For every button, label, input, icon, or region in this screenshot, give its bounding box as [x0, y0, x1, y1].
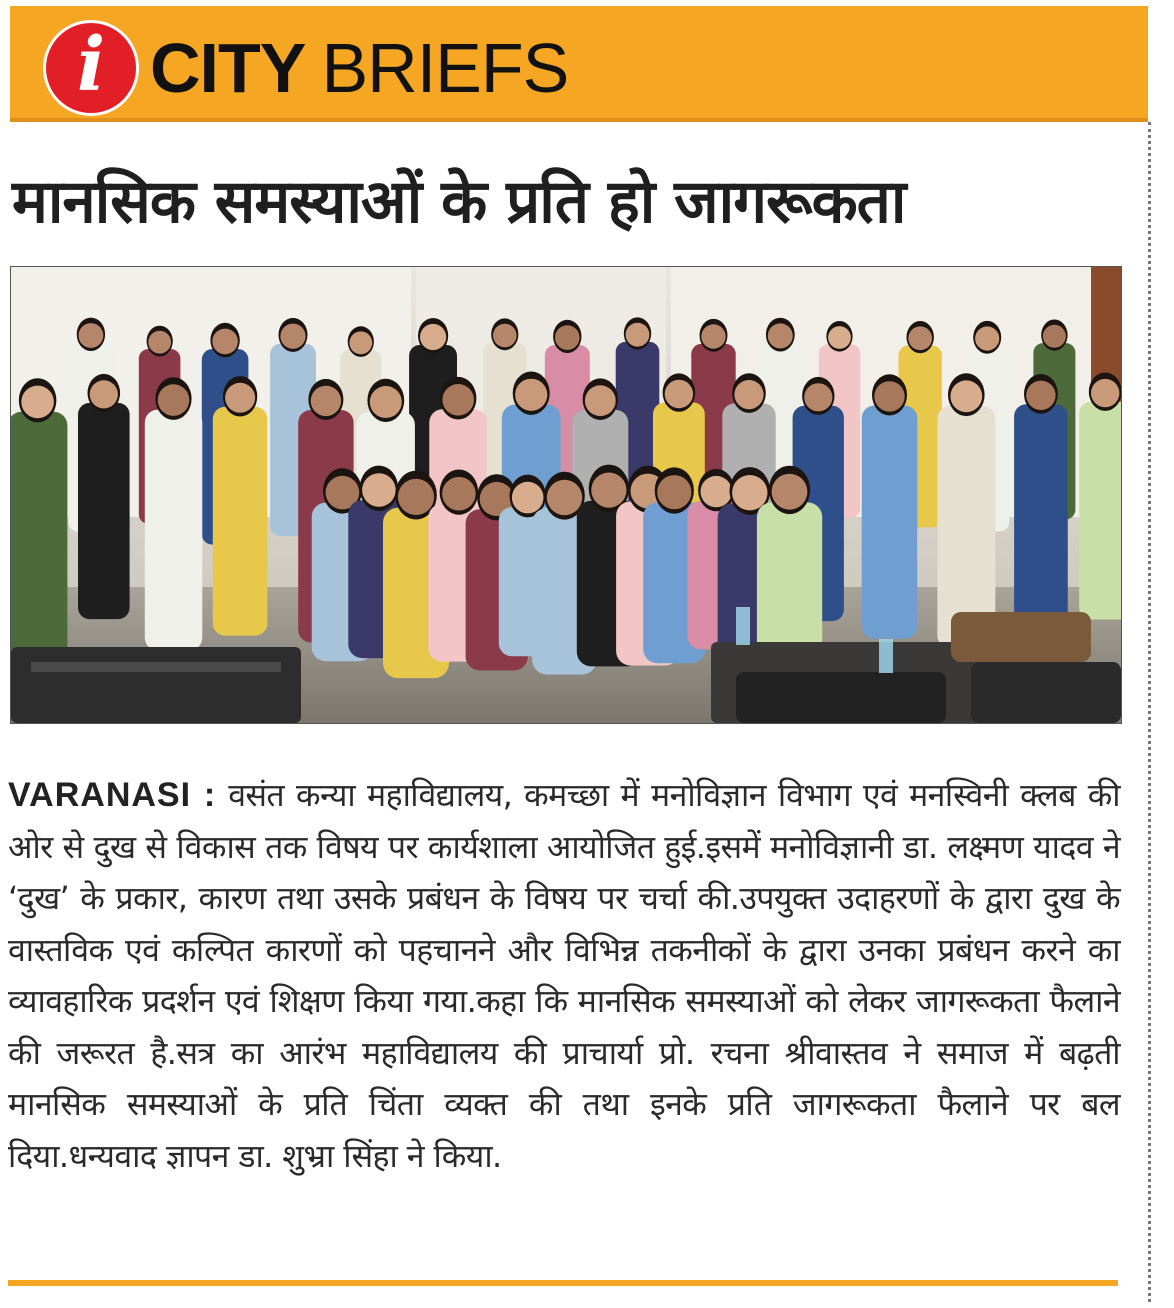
person-head: [1026, 381, 1055, 410]
group-photo-image: [11, 267, 1121, 723]
section-title: [150, 28, 568, 108]
person-body: [145, 410, 203, 651]
section-title-city: CITY: [150, 29, 306, 107]
person-head: [555, 325, 580, 350]
person-head: [828, 326, 851, 349]
person-head: [21, 386, 54, 419]
person-head: [493, 324, 517, 348]
person-body: [862, 406, 918, 639]
person-head: [79, 323, 104, 348]
photo-bottle: [736, 607, 750, 645]
photo-chair: [971, 662, 1121, 723]
article-body: [8, 770, 1120, 1182]
photo-chair: [736, 672, 946, 723]
person-head: [349, 331, 372, 354]
person-head: [804, 383, 832, 411]
article-body-text: वसंत कन्या महाविद्यालय, कमच्छा में मनोविज्ञान विभाग एवं मनस्विनी क्लब की ओर से दुख से विकास तक विषय पर कार्यशाला आयोजित हुई.इसमें मनोविज्ञानी डा. लक्ष्मण यादव ने ‘दुख’ के प्रकार, कारण तथा उसके प्रबंधन के विषय पर चर्चा की.उपयुक्त उदाहरणों के द्वारा दुख के वास्तविक एवं कल्पित कारणों को पहचानने और विभिन्न तकनीकों के द्वारा उनका प्रबंधन करने का व्यावहारिक प्रदर्शन एवं शिक्षण किया गया.कहा कि मानसिक समस्याओं को लेकर जागरूकता फैलाने की जरूरत है.सत्र का आरंभ महाविद्यालय की प्राचार्या प्रो. रचना श्रीवास्तव ने समाज में बढ़ती मानसिक समस्याओं के प्रति चिंता व्यक्त की तथा इनके प्रति जागरूकता फैलाने पर बल दिया.धन्यवाद ज्ञापन डा. शुभ्रा सिंहा ने किया.: [8, 776, 1120, 1175]
person-head: [212, 329, 238, 355]
person-head: [158, 384, 190, 416]
person-head: [657, 475, 691, 509]
person-head: [398, 479, 434, 515]
person-head: [1043, 325, 1066, 348]
person-head: [362, 473, 396, 507]
person-head: [772, 474, 808, 510]
section-header-band: [10, 6, 1148, 122]
person-head: [148, 331, 171, 354]
person-head: [701, 476, 732, 507]
person-body: [213, 407, 267, 636]
person-head: [734, 380, 763, 409]
person-body: [78, 403, 130, 619]
photo-bottle: [879, 639, 893, 673]
person-head: [950, 380, 982, 412]
person-head: [420, 324, 446, 350]
bottom-rule: [8, 1280, 1118, 1286]
person-head: [975, 326, 999, 350]
person-head: [665, 380, 693, 408]
photo-chair-detail: [31, 662, 281, 672]
person-head: [512, 482, 544, 514]
person-head: [908, 326, 932, 350]
section-title-briefs: BRIEFS: [321, 29, 569, 107]
person-head: [701, 324, 725, 348]
person-head: [442, 477, 476, 511]
person-body: [11, 412, 67, 662]
person-head: [280, 324, 305, 349]
dateline: VARANASI :: [8, 776, 217, 814]
person-head: [442, 384, 474, 416]
group-photo: [10, 266, 1122, 724]
photo-chair: [11, 647, 301, 723]
person-body: [1079, 402, 1121, 620]
person-head: [515, 379, 547, 411]
headline: मानसिक समस्याओं के प्रति हो जागरूकता: [12, 167, 906, 237]
person-head: [768, 323, 793, 348]
person-head: [591, 473, 626, 508]
person-head: [547, 480, 582, 515]
person-head: [626, 323, 650, 347]
person-head: [90, 380, 118, 408]
photo-bag: [951, 612, 1091, 662]
person-head: [225, 383, 255, 413]
person-head: [732, 475, 767, 510]
person-head: [370, 386, 402, 418]
person-head: [585, 385, 616, 416]
info-logo-icon: [43, 20, 139, 116]
logo-letter: i: [76, 22, 106, 108]
person-head: [1091, 379, 1119, 407]
person-head: [874, 381, 904, 411]
column-divider: [1148, 122, 1151, 1302]
person-head: [311, 386, 341, 416]
person-body: [1014, 404, 1068, 629]
